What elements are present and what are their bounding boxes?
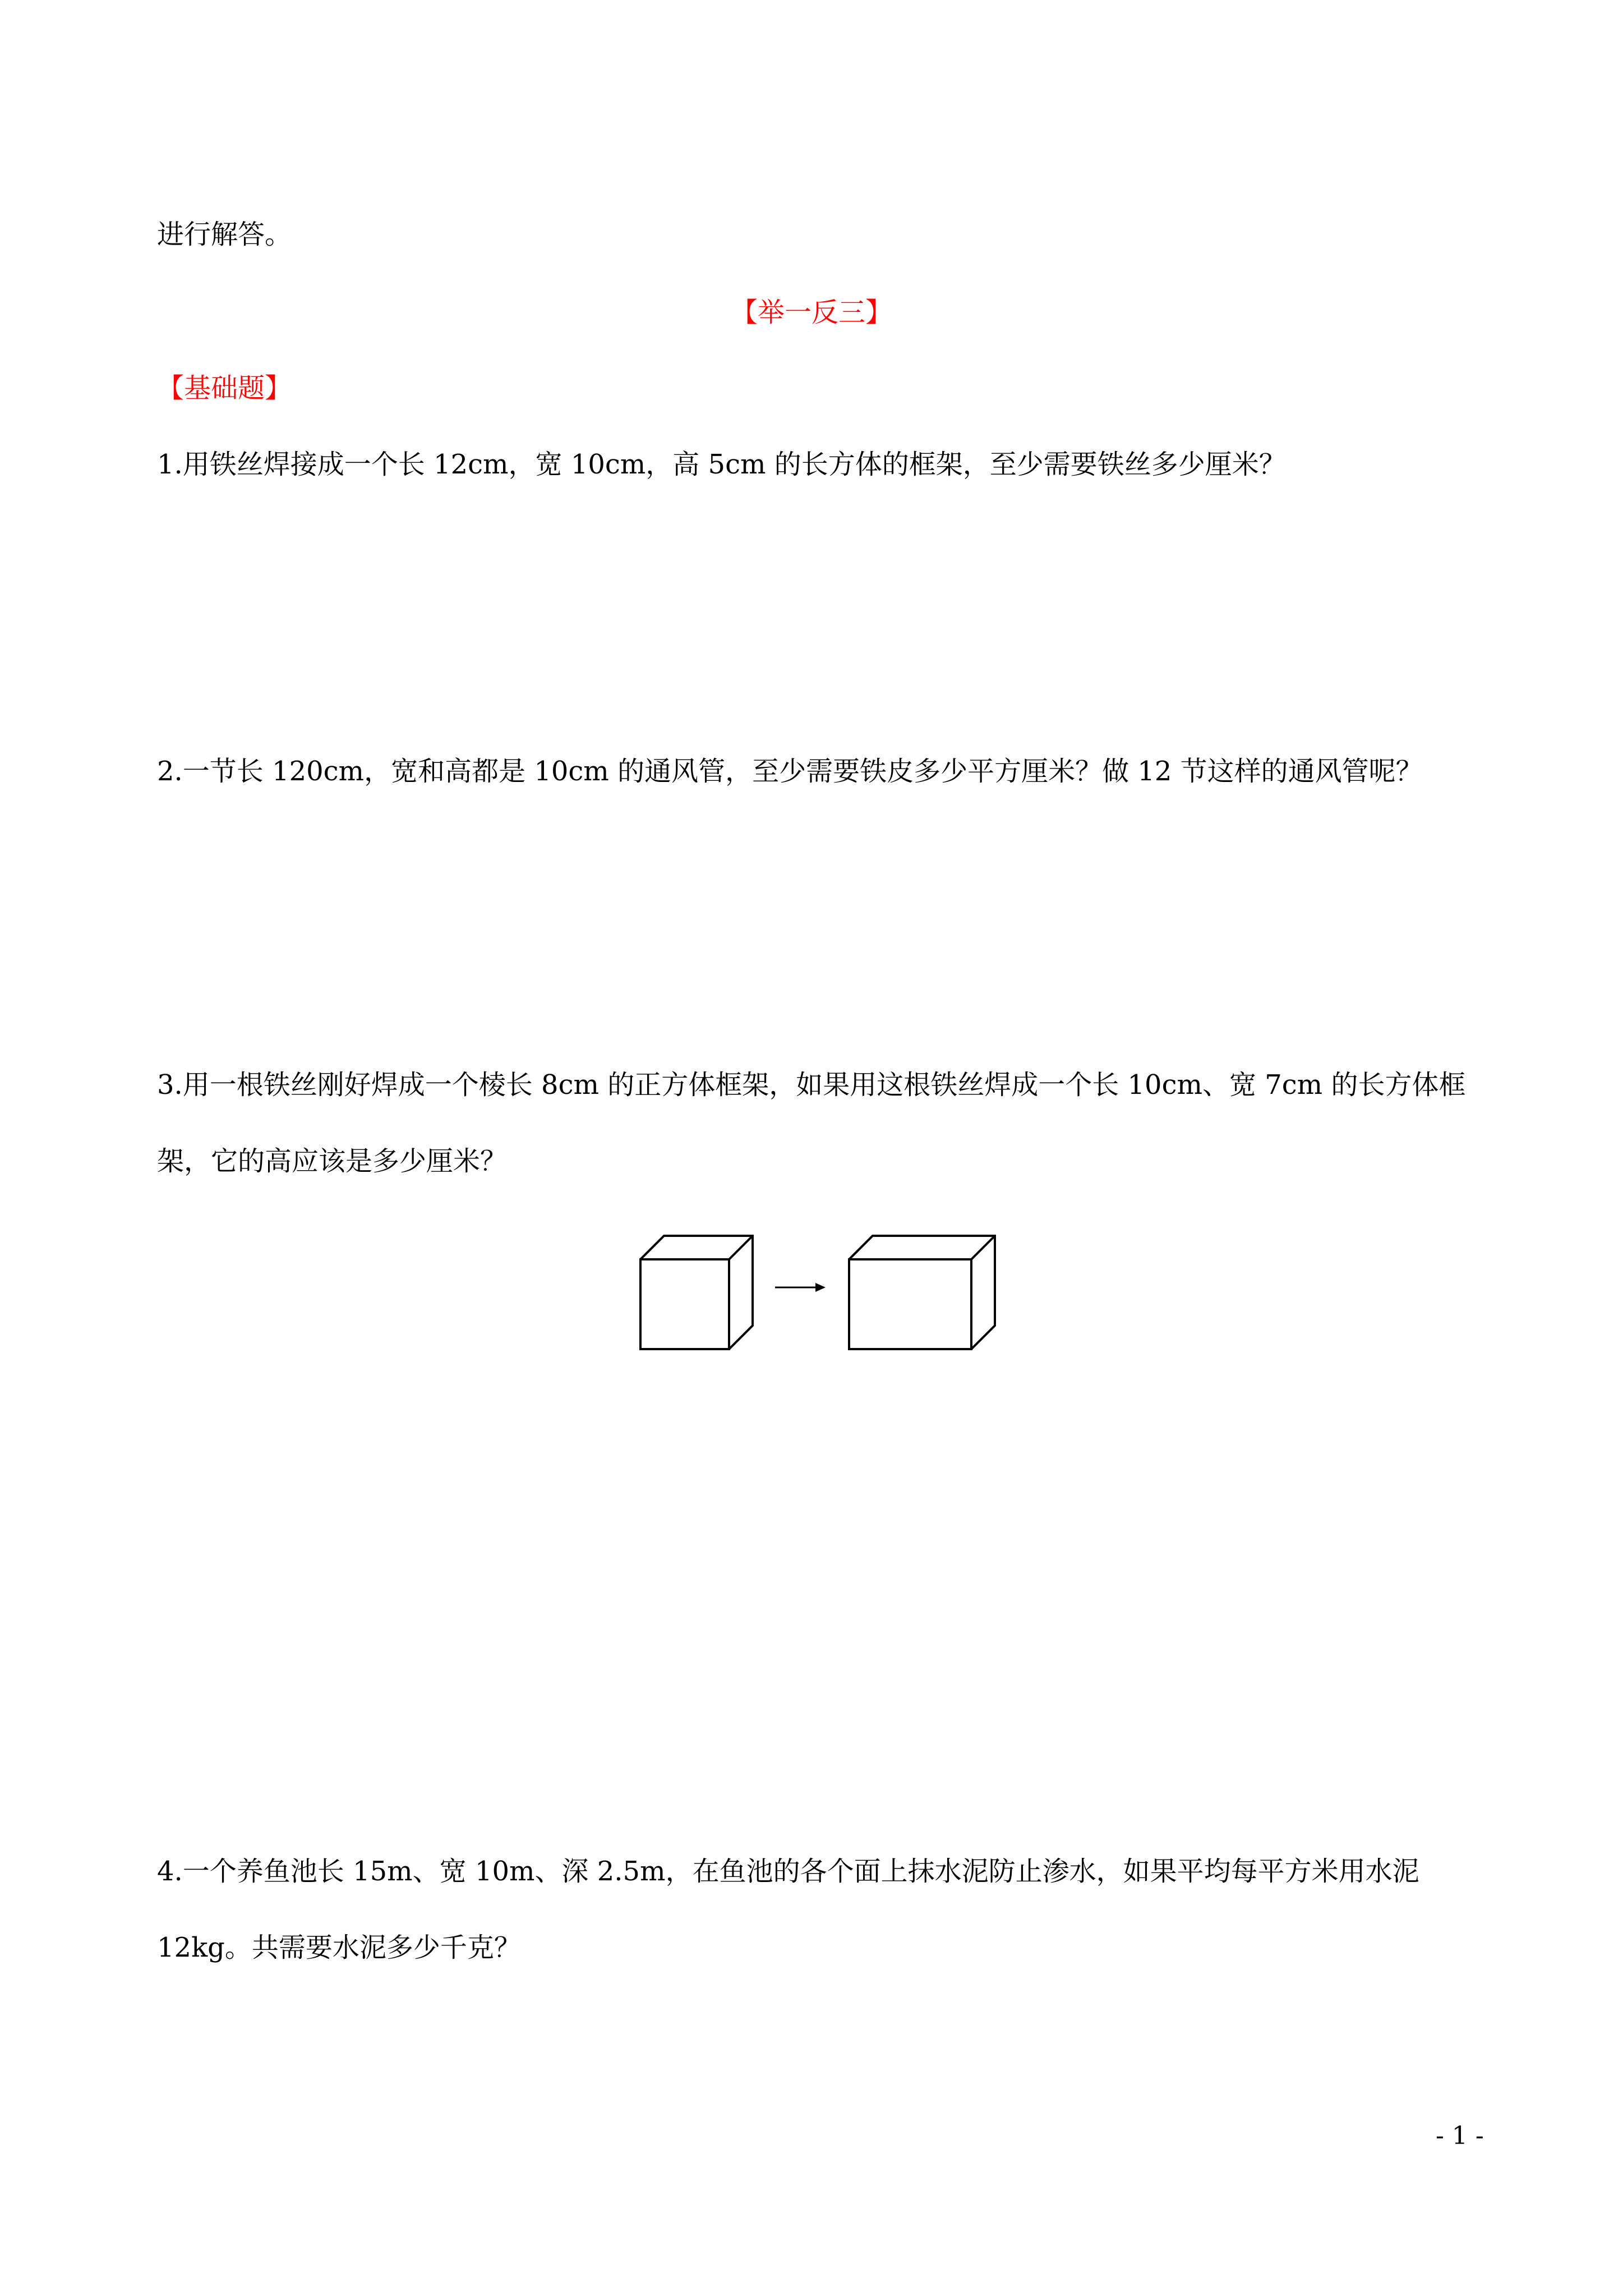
cuboid-figure (849, 1236, 995, 1349)
cube-figure (640, 1236, 753, 1349)
arrow-right-icon (775, 1283, 826, 1292)
question-3-line-2: 架，它的高应该是多少厘米？ (157, 1145, 508, 1177)
question-4-line-2: 12kg。共需要水泥多少千克？ (157, 1932, 521, 1963)
question-1-text: 1.用铁丝焊接成一个长 12cm，宽 10cm，高 5cm 的长方体的框架，至少需要铁丝多少厘米？ (157, 449, 1286, 480)
question-3-line-1: 3.用一根铁丝刚好焊成一个棱长 8cm 的正方体框架，如果用这根铁丝焊成一个长 10cm、宽 7cm 的长方体框 (157, 1069, 1466, 1101)
section-title: 【举一反三】 (730, 297, 892, 328)
page-number: - 1 - (1436, 2122, 1484, 2150)
intro-tail-text: 进行解答。 (157, 219, 292, 250)
question-4-line-1: 4.一个养鱼池长 15m、宽 10m、深 2.5m，在鱼池的各个面上抹水泥防止渗水，如果平均每平方米用水泥 (157, 1856, 1419, 1887)
cube-to-cuboid-diagram (628, 1226, 1009, 1360)
question-2-text: 2.一节长 120cm，宽和高都是 10cm 的通风管，至少需要铁皮多少平方厘米？做 12 节这样的通风管呢？ (157, 756, 1423, 787)
subsection-title: 【基础题】 (157, 372, 292, 404)
